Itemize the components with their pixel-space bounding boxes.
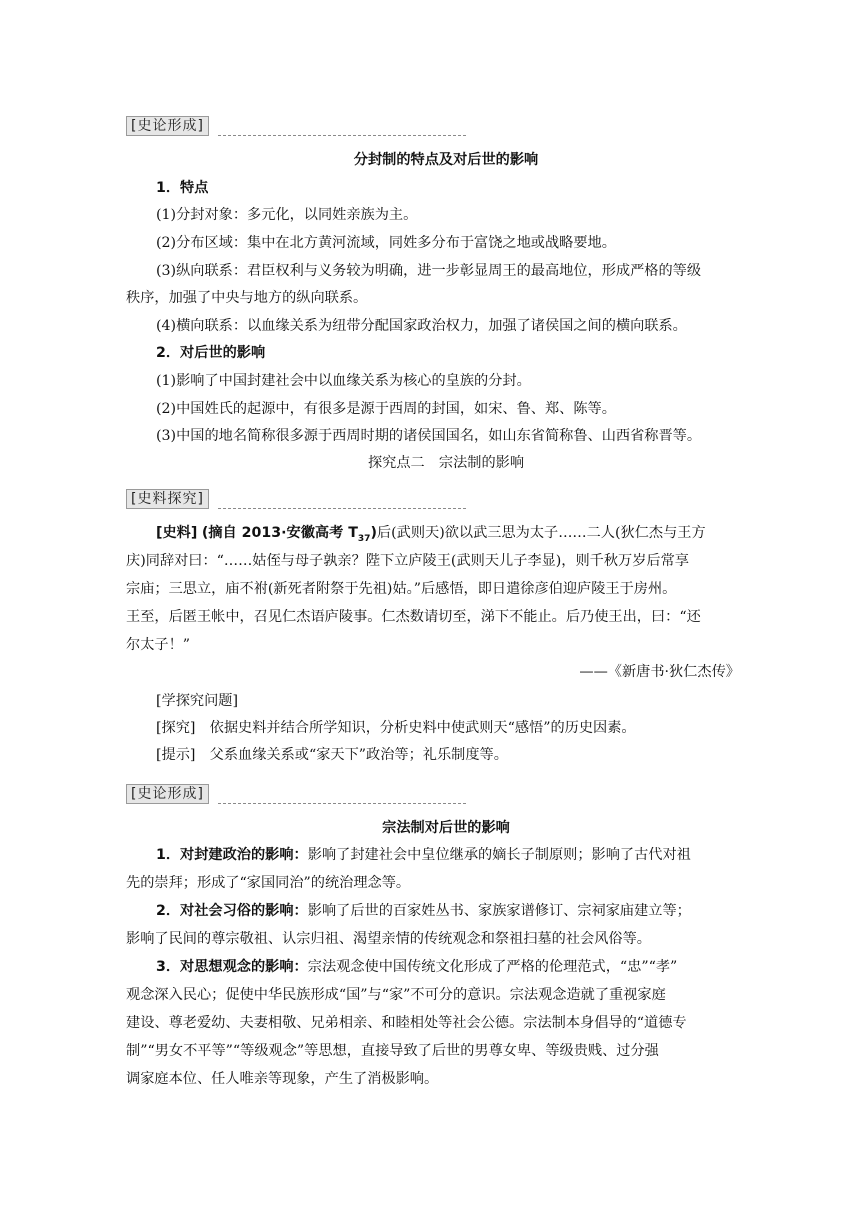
source-line: 王至，后匿王帐中，召见仁杰语庐陵事。仁杰数请切至，涕下不能止。后乃使王出，曰：“还 — [126, 609, 701, 625]
paragraph-line: 2．对社会习俗的影响：影响了后世的百家姓丛书、家族家谱修订、宗祠家庙建立等； — [156, 903, 691, 919]
paragraph-line: (3)中国的地名简称很多源于西周时期的诸侯国国名，如山东省简称鲁、山西省称晋等。 — [156, 428, 702, 444]
explore-label: [探究] — [156, 720, 196, 736]
section-title: 宗法制对后世的影响 — [382, 820, 510, 836]
dashed-divider — [218, 135, 466, 136]
paragraph-line: 调家庭本位、任人唯亲等现象，产生了消极影响。 — [126, 1071, 439, 1087]
question-heading: [学探究问题] — [156, 693, 239, 709]
paragraph-line: (4)横向联系：以血缘关系为纽带分配国家政治权力，加强了诸侯国之间的横向联系。 — [156, 318, 687, 334]
source-line: 尔太子！” — [126, 637, 191, 653]
paragraph-line: (3)纵向联系：君臣权利与义务较为明确，进一步彰显周王的最高地位，形成严格的等级 — [156, 263, 702, 279]
section-header-shilun — [126, 784, 466, 804]
source-line: 庆)同辞对曰：“……姑侄与母子孰亲？陛下立庐陵王(武则天儿子李显)，则千秋万岁后常享 — [126, 553, 689, 569]
dashed-divider — [218, 803, 466, 804]
source-line: 宗庙；三思立，庙不祔(新死者附祭于先祖)姑。”后感悟，即日遣徐彦伯迎庐陵王于房州。 — [126, 581, 677, 597]
hint-text: 父系血缘关系或“家天下”政治等；礼乐制度等。 — [209, 747, 508, 763]
explore-text: 依据史料并结合所学知识，分析史料中使武则天“感悟”的历史因素。 — [209, 720, 636, 736]
dashed-divider — [218, 508, 466, 509]
paragraph-line: 建设、尊老爱幼、夫妻相敬、兄弟相亲、和睦相处等社会公德。宗法制本身倡导的“道德专 — [126, 1015, 687, 1031]
paragraph-line: (1)分封对象：多元化，以同姓亲族为主。 — [156, 207, 418, 223]
paragraph-lead: 1．对封建政治的影响： — [156, 847, 308, 863]
source-line — [156, 521, 740, 551]
source-citation: (摘自 2013·安徽高考 $T_{37}$) — [201, 525, 377, 544]
subheading: 1．特点 — [156, 180, 209, 196]
source-label: [史料] — [156, 525, 198, 541]
section-title: 分封制的特点及对后世的影响 — [353, 152, 539, 168]
hint-label: [提示] — [156, 747, 196, 763]
paragraph-line: (1)影响了中国封建社会中以血缘关系为核心的皇族的分封。 — [156, 373, 531, 389]
paragraph-lead: 3．对思想观念的影响： — [156, 959, 308, 975]
explore-line — [156, 716, 740, 740]
subheading: 2．对后世的影响 — [156, 345, 266, 361]
section-tag: [史论形成] — [126, 784, 209, 804]
paragraph-line: 秩序，加强了中央与地方的纵向联系。 — [126, 290, 368, 306]
point-heading: 探究点二 宗法制的影响 — [367, 455, 525, 471]
section-tag: [史料探究] — [126, 489, 209, 509]
paragraph-line: 制”“男女不平等”“等级观念”等思想，直接导致了后世的男尊女卑、等级贵贱、过分强 — [126, 1043, 659, 1059]
paragraph-line: (2)分布区域：集中在北方黄河流域，同姓多分布于富饶之地或战略要地。 — [156, 235, 616, 251]
section-header-shiliao — [126, 489, 466, 509]
paragraph-line: 观念深入民心；促使中华民族形成“国”与“家”不可分的意识。宗法观念造就了重视家庭 — [126, 987, 666, 1003]
paragraph-line: 1．对封建政治的影响：影响了封建社会中皇位继承的嫡长子制原则；影响了古代对祖 — [156, 847, 691, 863]
source-text: 后(武则天)欲以武三思为太子……二人(狄仁杰与王方 — [376, 525, 706, 541]
paragraph-line: (2)中国姓氏的起源中，有很多是源于西周的封国，如宋、鲁、郑、陈等。 — [156, 401, 616, 417]
paragraph-line: 影响了民间的尊宗敬祖、认宗归祖、渴望亲情的传统观念和祭祖扫墓的社会风俗等。 — [126, 931, 651, 947]
section-tag: [史论形成] — [126, 116, 209, 136]
hint-line — [156, 743, 740, 767]
paragraph-line: 3．对思想观念的影响：宗法观念使中国传统文化形成了严格的伦理范式，“忠”“孝” — [156, 959, 678, 975]
section-header-shilun — [126, 116, 466, 136]
paragraph-lead: 2．对社会习俗的影响： — [156, 903, 308, 919]
source-attribution: ——《新唐书·狄仁杰传》 — [579, 664, 740, 680]
paragraph-line: 先的崇拜；形成了“家国同治”的统治理念等。 — [126, 875, 411, 891]
